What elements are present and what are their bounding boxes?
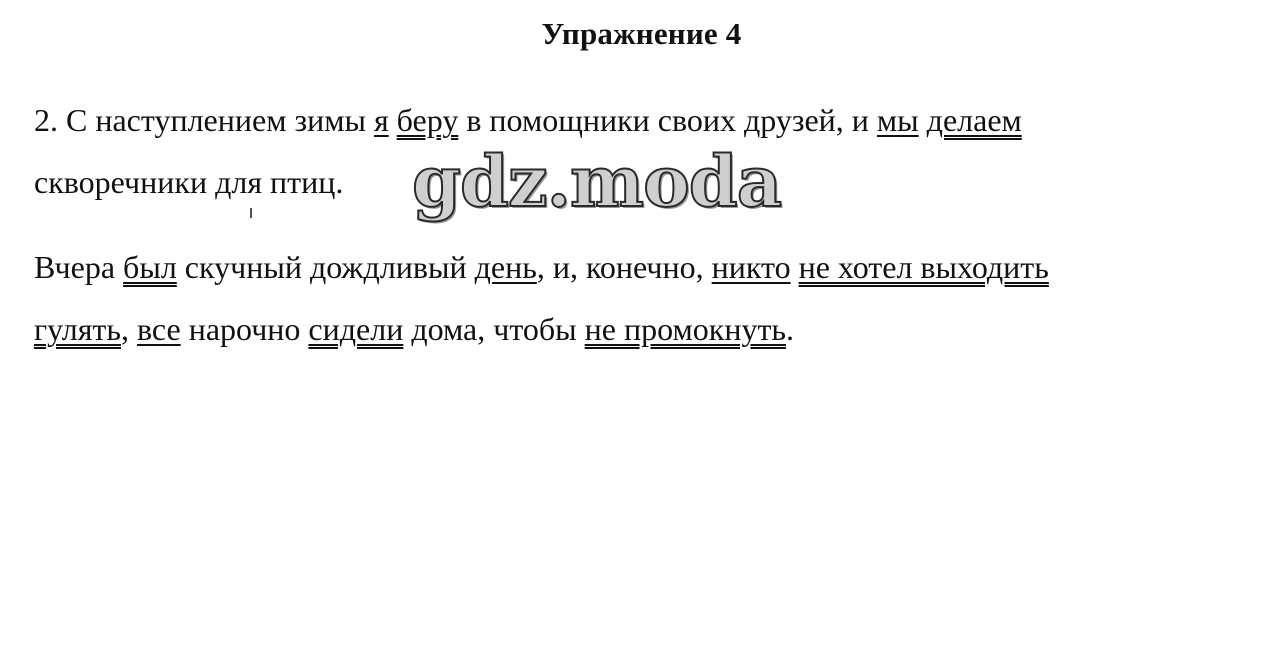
text-fragment: , и, конечно, — [536, 249, 712, 285]
subject-word: я — [373, 102, 389, 138]
paragraph-1-line-1 — [34, 100, 1022, 140]
watermark-logo: gdz.moda — [412, 140, 782, 223]
subject-word: мы — [876, 102, 919, 138]
subject-word: никто — [711, 249, 791, 285]
predicate-word: гулять — [34, 311, 121, 347]
predicate-word: не промокнуть — [584, 311, 787, 347]
text-fragment: нарочно — [180, 311, 309, 347]
paragraph-2-line-1 — [34, 247, 1049, 287]
text-fragment — [389, 102, 397, 138]
text-fragment: дома, чтобы — [403, 311, 585, 347]
predicate-word: сидели — [308, 311, 404, 347]
text-fragment: скучный дождливый — [176, 249, 475, 285]
predicate-word: беру — [396, 102, 459, 138]
text-fragment: в помощники своих друзей, и — [458, 102, 877, 138]
text-fragment: . — [786, 311, 795, 347]
paragraph-2-line-2 — [34, 309, 794, 349]
exercise-title: Упражнение 4 — [541, 16, 742, 51]
text-fragment — [791, 249, 799, 285]
text-fragment — [919, 102, 927, 138]
paragraph-1-line-2 — [34, 162, 343, 202]
subject-word: все — [136, 311, 181, 347]
text-fragment: скворечники для птиц. — [34, 164, 344, 200]
scan-speck — [250, 208, 252, 218]
text-fragment: Вчера — [34, 249, 124, 285]
subject-word: день — [474, 249, 537, 285]
text-fragment: 2. С наступлением зимы — [34, 102, 374, 138]
predicate-word: был — [123, 249, 177, 285]
predicate-word: делаем — [926, 102, 1022, 138]
predicate-word: не хотел выходить — [798, 249, 1049, 285]
text-fragment: , — [120, 311, 137, 347]
